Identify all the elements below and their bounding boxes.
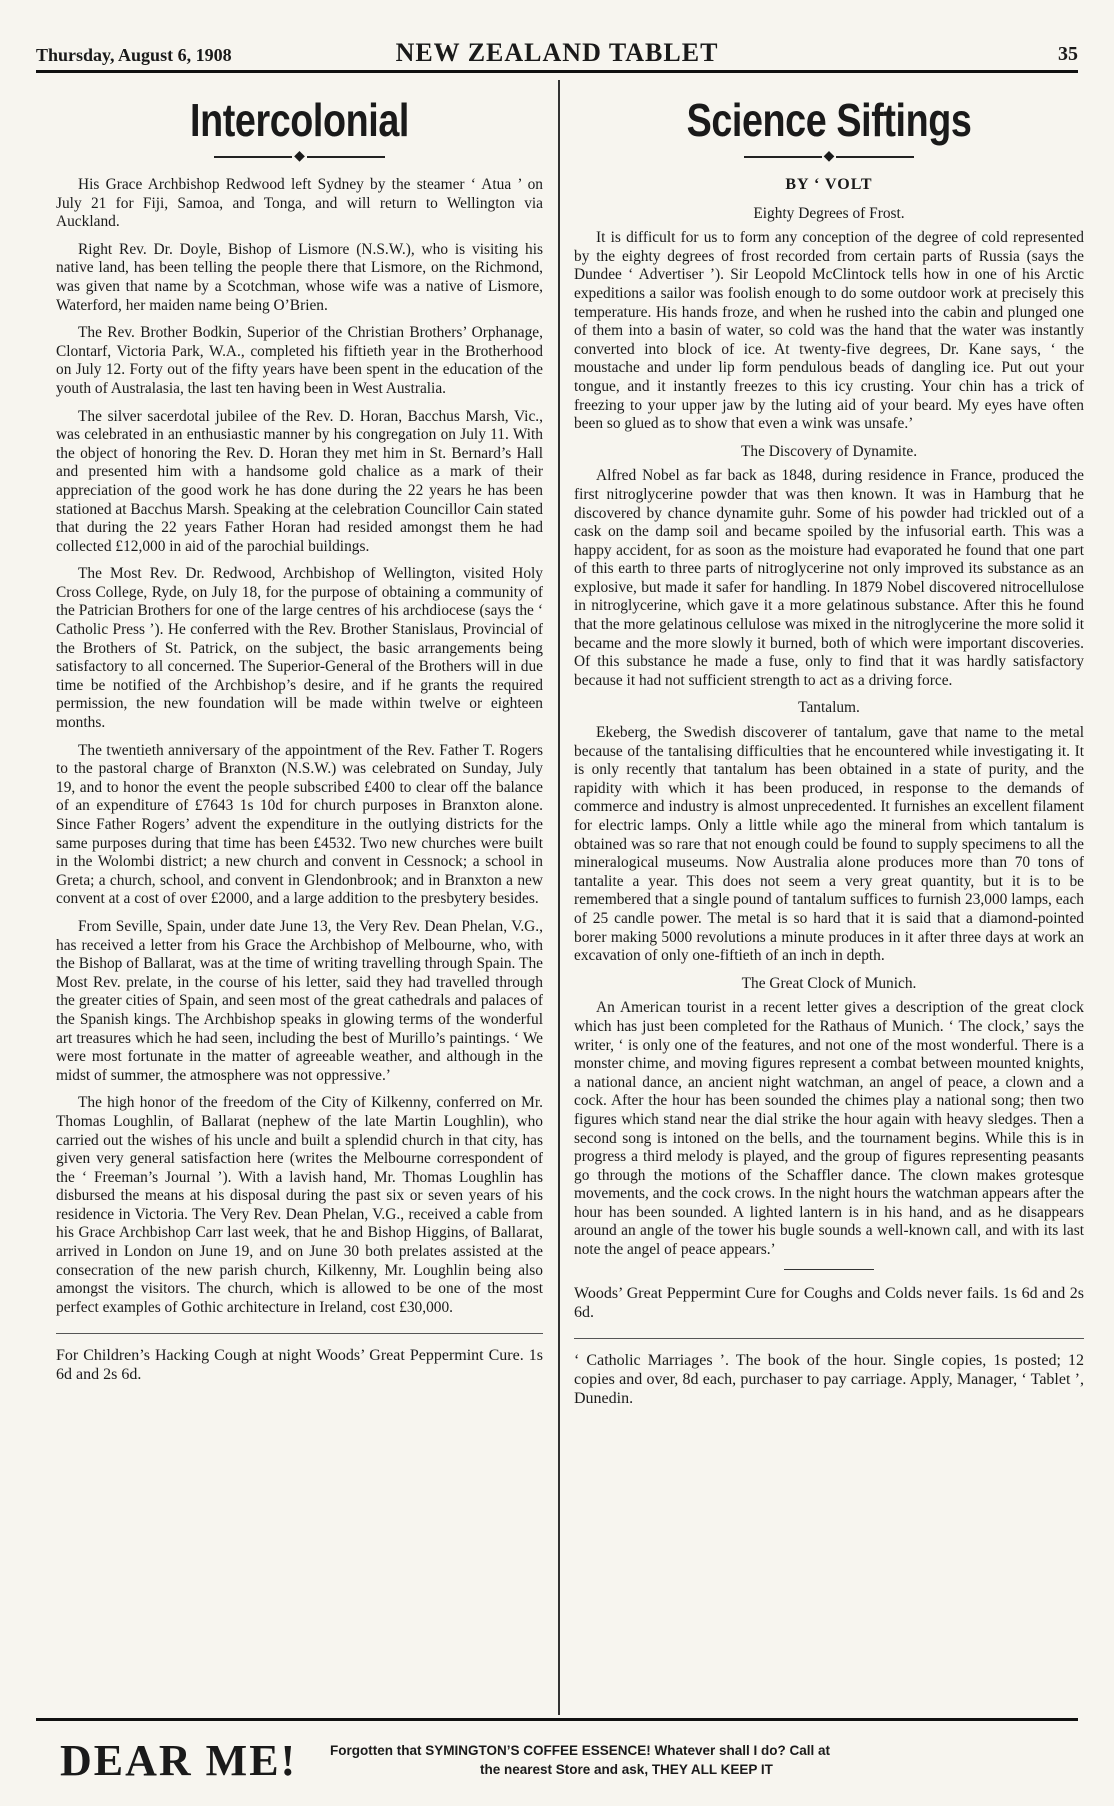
- article-paragraph: Right Rev. Dr. Doyle, Bishop of Lismore (N.S.W.), who is visiting his native land, has been telling the people there that Lismore, on the Richmond, was given that name by a Scotchman, whose wife was a native of Lismore, Waterford, her maiden name being O’Brien.: [56, 240, 543, 314]
- footer-advertisement: [60, 1730, 1060, 1790]
- page-header: [36, 36, 1078, 73]
- subheading: Eighty Degrees of Frost.: [753, 204, 905, 222]
- advertisement-peppermint-cure: Woods’ Great Peppermint Cure for Coughs and Colds never fails. 1s 6d and 2s 6d.: [574, 1284, 1084, 1321]
- article-paragraph: From Seville, Spain, under date June 13, the Very Rev. Dean Phelan, V.G., has received a letter from his Grace the Archbishop of Melbourne, who, with the Bishop of Ballarat, was at the time of writing travelling through Spain. The Most Rev. prelate, in the course of his letter, said they had travelled through the greater cities of Spain, and seen most of the great cathedrals and palaces of the Spanish kings. The Archbishop speaks in glowing terms of the wonderful art treasures which he had seen, including the best of Murillo’s paintings. ‘ We were most fortunate in the matter of agreeable weather, and although in the midst of summer, the atmosphere was not oppressive.’: [56, 917, 543, 1084]
- advertisement-peppermint-cure: For Children’s Hacking Cough at night Woods’ Great Peppermint Cure. 1s 6d and 2s 6d.: [56, 1333, 543, 1384]
- masthead: NEW ZEALAND TABLET: [395, 38, 719, 67]
- left-column: [56, 80, 543, 1384]
- article-paragraph: The silver sacerdotal jubilee of the Rev. D. Horan, Bacchus Marsh, Vic., was celebrated in an enthusiastic manner by his congregation on July 11. With the object of honoring the Rev. D. Horan they met him in St. Bernard’s Hall and presented him with a handsome gold chalice as a mark of their appreciation of the good work he has done during the 22 years he has been stationed at Bacchus Marsh. Speaking at the celebration Councillor Cain stated that during the 22 years Father Horan had resided amongst them he had collected £12,000 in aid of the parochial buildings.: [56, 407, 543, 555]
- byline: BY ‘ VOLT: [785, 176, 873, 193]
- section-rule: [784, 1269, 874, 1270]
- ornament-line: [836, 156, 914, 158]
- right-column: [574, 80, 1084, 1408]
- subheading: The Discovery of Dynamite.: [740, 442, 918, 460]
- issue-date: Thursday, August 6, 1908: [36, 45, 232, 65]
- section-title-science-siftings: Science Siftings: [686, 94, 972, 146]
- ornament-line: [214, 156, 292, 158]
- column-divider: [558, 80, 560, 1715]
- footer-headline: DEAR ME!: [60, 1735, 298, 1785]
- article-paragraph: The twentieth anniversary of the appointment of the Rev. Father T. Rogers to the pastoral charge of Branxton (N.S.W.) was celebrated on Sunday, July 19, and to honor the event the people subscribed £400 to clear off the balance of an expenditure of £7643 1s 10d for church purposes in Branxton alone. Since Father Rogers’ advent the expenditure in the outlying districts for the same purposes during that time has been £4532. Two new churches were built in the Wolombi district; a new church and convent in Cessnock; a school in Greta; a church, school, and convent in Glendonbrook; and in Branxton a new convent at a cost of over £2000, and a large addition to the presbytery besides.: [56, 741, 543, 908]
- article-paragraph: An American tourist in a recent letter gives a description of the great clock which has just been completed for the Rathaus of Munich. ‘ The clock,’ says the writer, ‘ is only one of the features, and not one of the most wonderful. There is a monster chime, and moving figures represent a combat between mounted knights, a national dance, an ancient night watchman, an angel of peace, a clown and a cock. After the hour has been sounded the chimes play a national song; then two figures which stand near the dial strike the hour again with heavy sledges. Then a second song is intoned on the bells, and the tournament begins. While this is in progress a third melody is played, and the group of figures representing peasants go through the motions of the Schaffler dance. The clown makes grotesque movements, and the cock crows. In the night hours the watchman appears after the hour has been sounded. A lighted lantern is in his hand, and as he disappears around an angle of the tower his bugle sounds a well-known call, and with its last note the angel of peace appears.’: [574, 999, 1084, 1259]
- article-paragraph: The high honor of the freedom of the City of Kilkenny, conferred on Mr. Thomas Loughlin, of Ballarat (nephew of the late Martin Loughlin), who carried out the wishes of his uncle and built a splendid church in that city, has given very general satisfaction here (writes the Melbourne correspondent of the ‘ Freeman’s Journal ’). With a lavish hand, Mr. Thomas Loughlin has disbursed the means at his disposal during the past six or seven years of his residence in Victoria. The Very Rev. Dean Phelan, V.G., received a cable from his Grace Archbishop Carr last week, that he and Bishop Higgins, of Ballarat, arrived in London on June 19, and on June 30 both prelates assisted at the consecration of the new parish church, Kilkenny, Mr. Loughlin being also amongst the visitors. The church, which is allowed to be one of the most perfect examples of Gothic architecture in Ireland, cost £30,000.: [56, 1094, 543, 1316]
- title-ornament: [56, 150, 543, 164]
- ornament-line: [744, 156, 822, 158]
- page-number: 35: [1058, 43, 1078, 65]
- subheading: The Great Clock of Munich.: [741, 974, 917, 992]
- article-paragraph: It is difficult for us to form any conception of the degree of cold represented by the eighty degrees of frost recorded from certain parts of Russia (says the Dundee ‘ Advertiser ’). Sir Leopold McClintock tells how in one of his Arctic expeditions a sailor was foolish enough to do some outdoor work at precisely this temperature. His hands froze, and when he rushed into the cabin and plunged one of them into a basin of water, so cold was the hand that the water was instantly converted into block of ice. At twenty-five degrees, Dr. Kane says, ‘ the moustache and under lip form pendulous beads of dangling ice. Put out your tongue, and it instantly freezes to this icy crusting. Your chin has a trick of freezing to your upper jaw by the luting aid of your beard. My eyes have often been so glued as to show that even a wink was unsafe.’: [574, 229, 1084, 433]
- footer-line-2: the nearest Store and ask, THEY ALL KEEP IT: [480, 1762, 773, 1777]
- article-paragraph: The Most Rev. Dr. Redwood, Archbishop of Wellington, visited Holy Cross College, Ryde, on July 18, for the purpose of obtaining a community of the Patrician Brothers for one of the large centres of his archdiocese (says the ‘ Catholic Press ’). He conferred with the Rev. Brother Stanislaus, Provincial of the Brothers of St. Patrick, on the subject, the basic arrangements being satisfactory to all concerned. The Superior-General of the Brothers will in due time be notified of the Archbishop’s desire, and if he grants the required permission, the new foundation will be made within twelve or eighteen months.: [56, 565, 543, 732]
- footer-line-1: Forgotten that SYMINGTON’S COFFEE ESSENCE! Whatever shall I do? Call at: [330, 1743, 831, 1758]
- footer-text: [330, 1741, 830, 1779]
- diamond-icon: ◆: [294, 149, 305, 164]
- footer-rule: [36, 1718, 1078, 1721]
- title-ornament: [574, 150, 1084, 164]
- article-paragraph: Ekeberg, the Swedish discoverer of tantalum, gave that name to the metal because of the tantalising difficulties that he encountered while investigating it. It is only recently that tantalum has been obtained in a state of purity, and the rapidity with which it has been produced, in response to the demands of commerce and industry is almost unprecedented. It furnishes an excellent filament for electric lamps. Only a little while ago the mineral from which tantalum is obtained was so rare that not enough could be found to supply specimens to all the mineralogical museums. Now Australia alone produces more than 70 tons of tantalite a year. This does not seem a very great quantity, but it is to be remembered that a single pound of tantalum suffices to furnish 23,000 lamps, each of 25 candle power. The metal is so hard that it is said that a diamond-pointed borer making 5000 revolutions a minute produces in it after three days at work an excavation of only one-fiftieth of an inch in depth.: [574, 724, 1084, 965]
- section-title-intercolonial: Intercolonial: [190, 94, 409, 146]
- advertisement-catholic-marriages: ‘ Catholic Marriages ’. The book of the hour. Single copies, 1s posted; 12 copies and over, 8d each, purchaser to pay carriage. Apply, Manager, ‘ Tablet ’, Dunedin.: [574, 1338, 1084, 1408]
- article-paragraph: His Grace Archbishop Redwood left Sydney by the steamer ‘ Atua ’ on July 21 for Fiji, Samoa, and Tonga, and will return to Wellington via Auckland.: [56, 176, 543, 231]
- article-paragraph: The Rev. Brother Bodkin, Superior of the Christian Brothers’ Orphanage, Clontarf, Victoria Park, W.A., completed his fiftieth year in the Brotherhood on July 12. Forty out of the fifty years have been spent in the education of the youth of Australasia, the last ten having been in West Australia.: [56, 324, 543, 397]
- diamond-icon: ◆: [823, 149, 835, 164]
- ornament-line: [307, 156, 385, 158]
- subheading: Tantalum.: [798, 699, 860, 717]
- article-paragraph: Alfred Nobel as far back as 1848, during residence in France, produced the first nitroglycerine powder that was then known. It was in Hamburg that he discovered by chance dynamite guhr. Some of his powder had trickled out of a cask on the damp soil and became spoiled by the infusorial earth. This was a happy accident, for as soon as the moisture had evaporated he found that one part of this earth to three parts of nitroglycerine not only improved its substance as an explosive, but made it safer for handling. In 1879 Nobel discovered nitrocellulose in nitroglycerine, which gave it a more gelatinous substance. After this he found that the more gelatinous cellulose was mixed in the nitroglycerine the more solid it became and the more slowly it burned, both of which were important discoveries. Of this substance he made a fuse, only to find that it was hardly satisfactory because it had not sufficient strength to act as a driving force.: [574, 467, 1084, 689]
